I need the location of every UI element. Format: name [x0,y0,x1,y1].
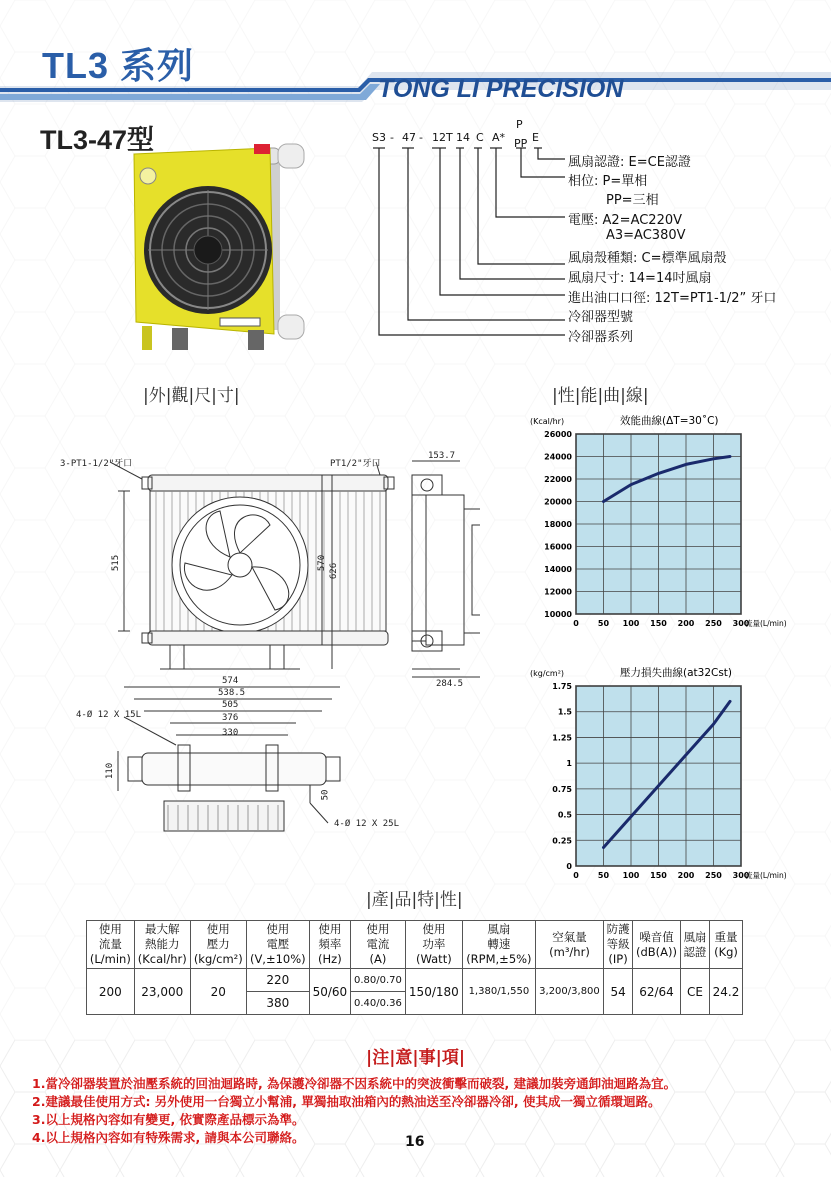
legend-model: 冷卻器型號 [568,310,634,325]
page-number: 16 [405,1134,425,1150]
code-case: C [476,131,484,144]
x-tick-label: 250 [705,871,722,880]
header-heat: 最大解 熱能力 (Kcal/hr) [134,921,190,969]
legend-port: 進出油口口徑: 12T=PT1-1/2” 牙口 [568,291,777,306]
code-dash: - [419,131,423,144]
dim-w538: 538.5 [218,688,246,698]
spec-header-row [87,921,743,969]
code-voltage: A* [492,131,506,144]
section-specs: |產|品|特|性| [366,890,463,910]
pressure-loss-chart [530,662,790,892]
legend-cert: 風扇認證: E=CE認證 [568,155,691,170]
header-current: 使用 電流 (A) [350,921,405,969]
dim-h570: 570 [317,554,328,572]
legend-fan-size: 風扇尺寸: 14=14吋風扇 [568,271,712,286]
dim-holes-bottom: 4-Ø 12 X 25L [334,819,400,829]
dim-w505: 505 [222,700,239,710]
y-tick-label: 14000 [544,565,572,574]
header-voltage: 使用 電壓 (V,±10%) [246,921,309,969]
dim-w376: 376 [222,713,239,723]
dim-h110: 110 [105,762,116,780]
legend-series: 冷卻器系列 [568,330,634,345]
code-phase-pp: PP [514,137,528,150]
model-code-leader-lines [370,144,570,344]
header-power: 使用 功率 (Watt) [405,921,462,969]
header-frequency: 使用 頻率 (Hz) [309,921,350,969]
header-noise: 噪音值 (dB(A)) [633,921,681,969]
cell-current-380: 0.40/0.36 [350,992,405,1015]
dim-holes-top: 4-Ø 12 X 15L [76,710,142,720]
chart-xlabel: 流量(L/min) [745,871,787,880]
dim-port-right: PT1/2"牙口 [330,459,381,469]
spec-table [86,920,743,1015]
chart-xlabel: 流量(L/min) [745,619,787,628]
legend-phase: 相位: P=單相 [568,174,648,189]
note-2: 2.建議最佳使用方式: 另外使用一台獨立小幫浦, 單獨抽取油箱內的熱油送至冷卻器冷卻, 使其成一獨立循環迴路。 [32,1094,661,1109]
section-performance: |性|能|曲|線| [552,386,649,406]
product-photo [128,140,318,360]
cell-weight: 24.2 [709,969,742,1015]
series-title: TL3 系列 [42,45,195,86]
header-pressure: 使用 壓力 (kg/cm²) [190,921,246,969]
y-tick-label: 26000 [544,430,572,439]
code-phase-p: P [516,118,523,131]
cell-voltage-220: 220 [246,969,309,992]
header-ip: 防護 等級 (IP) [604,921,633,969]
legend-voltage: 電壓: A2=AC220V [568,213,683,228]
dim-port-left: 3-PT1-1/2"牙口 [60,459,133,469]
dim-depth-bottom: 284.5 [436,679,464,689]
cell-frequency: 50/60 [309,969,350,1015]
code-fan-size: 14 [456,131,470,144]
header-flow: 使用 流量 (L/min) [87,921,135,969]
dim-h515: 515 [111,554,122,572]
x-tick-label: 200 [677,619,695,628]
performance-chart [530,410,790,640]
chart-title: 壓力損失曲線(at32Cst) [620,667,733,679]
y-tick-label: 1.75 [552,682,572,691]
cell-current-220: 0.80/0.70 [350,969,405,992]
note-1: 1.當冷卻器裝置於油壓系統的回油迴路時, 為保護冷卻器不因系統中的突波衝擊而破裂, 建議加裝旁通卸油迴路為宜。 [32,1076,677,1091]
chart-title: 效能曲線(ΔT=30˚C) [620,415,719,427]
y-tick-label: 20000 [544,497,572,507]
x-tick-label: 300 [732,619,750,628]
chart-ylabel: (kg/cm²) [530,669,565,678]
code-model: 47 [402,131,416,144]
dim-w574: 574 [222,676,239,686]
x-tick-label: 250 [705,619,722,628]
section-dimensions: |外|觀|尺|寸| [143,386,240,406]
x-tick-label: 150 [650,871,667,880]
cell-power: 150/180 [405,969,462,1015]
header-rpm: 風扇 轉速 (RPM,±5%) [462,921,535,969]
y-tick-label: 0.75 [552,784,572,794]
table-row [87,969,743,992]
cell-flow: 200 [87,969,135,1015]
header-weight: 重量 (Kg) [709,921,742,969]
dim-h626: 626 [329,562,340,580]
legend-phase-3: PP=三相 [606,193,659,208]
dim-w330: 330 [222,728,239,738]
y-tick-label: 24000 [544,452,572,462]
cell-ip: 54 [604,969,633,1015]
y-tick-label: 16000 [544,542,572,552]
cell-voltage-380: 380 [246,992,309,1015]
y-tick-label: 1.5 [557,707,572,717]
header-cert: 風扇 認證 [680,921,709,969]
x-tick-label: 300 [732,871,750,880]
y-tick-label: 22000 [544,475,572,484]
cell-pressure: 20 [190,969,246,1015]
y-tick-label: 0.5 [557,810,572,820]
x-tick-label: 50 [597,871,610,880]
cell-noise: 62/64 [633,969,681,1015]
header-air: 空氣量 (m³/hr) [535,921,603,969]
x-tick-label: 50 [597,619,610,628]
chart-ylabel: (Kcal/hr) [530,417,565,426]
x-tick-label: 0 [573,619,579,628]
dimension-drawing [60,445,480,845]
cell-cert: CE [680,969,709,1015]
x-tick-label: 150 [650,619,667,628]
dim-h50: 50 [320,789,331,801]
y-tick-label: 0 [566,862,572,871]
code-cert: E [532,131,539,144]
dim-depth-top: 153.7 [428,451,456,461]
code-port: 12T [432,131,453,144]
note-3: 3.以上規格內容如有變更, 依實際產品標示為準。 [32,1112,305,1127]
y-tick-label: 1.25 [552,733,572,743]
cell-air: 3,200/3,800 [535,969,603,1015]
x-tick-label: 100 [622,871,640,880]
model-title: TL3-47型 [40,125,155,155]
y-tick-label: 10000 [544,610,572,619]
x-tick-label: 200 [677,871,695,880]
section-notes: |注|意|事|項| [366,1048,466,1068]
code-series: S3 [372,131,386,144]
y-tick-label: 12000 [544,587,572,597]
note-4: 4.以上規格內容如有特殊需求, 請與本公司聯絡。 [32,1130,305,1145]
x-tick-label: 0 [573,871,579,880]
cell-heat: 23,000 [134,969,190,1015]
brand-name: TONG LI PRECISION [378,75,624,103]
legend-case: 風扇殼種類: C=標準風扇殼 [568,251,727,266]
y-tick-label: 0.25 [552,836,572,846]
y-tick-label: 18000 [544,520,572,529]
code-dash: - [390,131,394,144]
y-tick-label: 1 [566,759,572,769]
x-tick-label: 100 [622,619,640,628]
cell-rpm: 1,380/1,550 [462,969,535,1015]
legend-voltage-380: A3=AC380V [606,228,686,243]
